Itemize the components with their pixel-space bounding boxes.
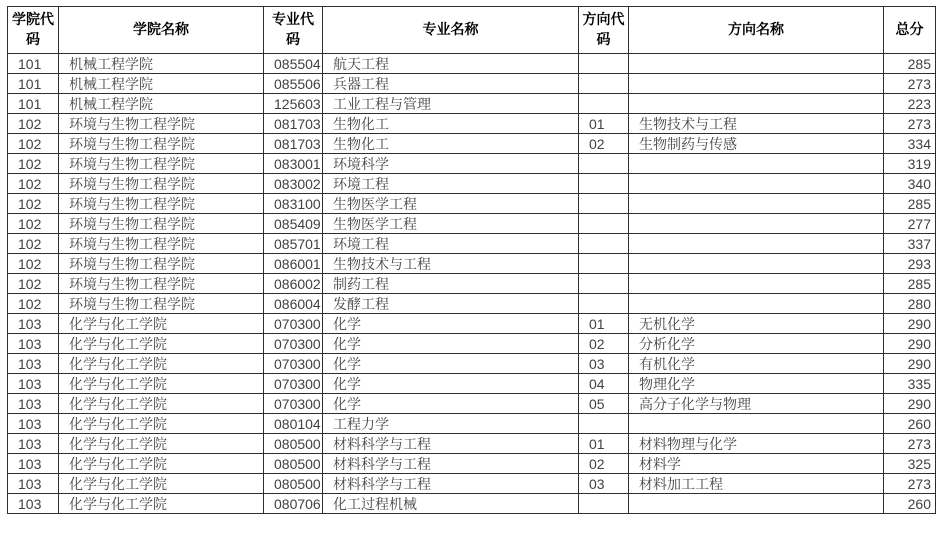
total-score-cell: 319: [884, 154, 936, 174]
table-row: [8, 214, 936, 234]
table-row: [8, 394, 936, 414]
college-code-cell: 101: [8, 54, 59, 74]
college-name-cell: 化学与化工学院: [59, 474, 264, 494]
direction-code-cell: 05: [579, 394, 629, 414]
major-code-cell: 080104: [264, 414, 323, 434]
major-name-cell: 航天工程: [323, 54, 579, 74]
direction-name-cell: [629, 74, 884, 94]
header-total-score: 总分: [884, 7, 936, 54]
major-name-cell: 材料科学与工程: [323, 454, 579, 474]
total-score-cell: 223: [884, 94, 936, 114]
college-name-cell: 化学与化工学院: [59, 354, 264, 374]
college-name-cell: 化学与化工学院: [59, 434, 264, 454]
college-name-cell: 化学与化工学院: [59, 414, 264, 434]
major-code-cell: 070300: [264, 374, 323, 394]
total-score-cell: 260: [884, 494, 936, 514]
direction-name-cell: [629, 294, 884, 314]
major-code-cell: 085506: [264, 74, 323, 94]
college-name-cell: 环境与生物工程学院: [59, 234, 264, 254]
direction-name-cell: 材料物理与化学: [629, 434, 884, 454]
table-row: [8, 114, 936, 134]
major-name-cell: 环境科学: [323, 154, 579, 174]
table-row: [8, 234, 936, 254]
college-code-cell: 102: [8, 294, 59, 314]
direction-name-cell: [629, 234, 884, 254]
direction-code-cell: [579, 414, 629, 434]
total-score-cell: 280: [884, 294, 936, 314]
college-name-cell: 环境与生物工程学院: [59, 294, 264, 314]
major-code-cell: 081703: [264, 114, 323, 134]
college-name-cell: 环境与生物工程学院: [59, 134, 264, 154]
header-major-code: 专业代码: [264, 7, 323, 54]
college-name-cell: 化学与化工学院: [59, 314, 264, 334]
major-code-cell: 080500: [264, 434, 323, 454]
major-code-cell: 086002: [264, 274, 323, 294]
college-code-cell: 102: [8, 194, 59, 214]
header-direction-name: 方向名称: [629, 7, 884, 54]
direction-code-cell: 02: [579, 454, 629, 474]
direction-name-cell: [629, 494, 884, 514]
direction-name-cell: 材料加工工程: [629, 474, 884, 494]
major-code-cell: 083002: [264, 174, 323, 194]
college-name-cell: 化学与化工学院: [59, 454, 264, 474]
total-score-cell: 273: [884, 434, 936, 454]
major-code-cell: 080706: [264, 494, 323, 514]
table-row: [8, 354, 936, 374]
major-code-cell: 080500: [264, 454, 323, 474]
table-row: [8, 254, 936, 274]
direction-name-cell: 有机化学: [629, 354, 884, 374]
major-name-cell: 材料科学与工程: [323, 434, 579, 454]
direction-name-cell: [629, 254, 884, 274]
direction-name-cell: 生物制药与传感: [629, 134, 884, 154]
total-score-cell: 293: [884, 254, 936, 274]
college-code-cell: 103: [8, 314, 59, 334]
major-name-cell: 化工过程机械: [323, 494, 579, 514]
college-code-cell: 103: [8, 494, 59, 514]
table-body: [8, 54, 936, 514]
header-college-name: 学院名称: [59, 7, 264, 54]
college-code-cell: 103: [8, 414, 59, 434]
header-row: [8, 7, 936, 54]
college-code-cell: 102: [8, 134, 59, 154]
college-code-cell: 101: [8, 74, 59, 94]
college-name-cell: 化学与化工学院: [59, 494, 264, 514]
direction-name-cell: 物理化学: [629, 374, 884, 394]
direction-name-cell: [629, 174, 884, 194]
college-code-cell: 103: [8, 374, 59, 394]
direction-code-cell: 01: [579, 314, 629, 334]
college-code-cell: 102: [8, 154, 59, 174]
direction-name-cell: [629, 414, 884, 434]
total-score-cell: 290: [884, 334, 936, 354]
college-code-cell: 103: [8, 474, 59, 494]
direction-code-cell: 04: [579, 374, 629, 394]
major-code-cell: 081703: [264, 134, 323, 154]
major-name-cell: 发酵工程: [323, 294, 579, 314]
table-row: [8, 494, 936, 514]
college-code-cell: 103: [8, 354, 59, 374]
college-code-cell: 103: [8, 394, 59, 414]
total-score-cell: 290: [884, 314, 936, 334]
major-name-cell: 生物医学工程: [323, 194, 579, 214]
major-code-cell: 080500: [264, 474, 323, 494]
college-code-cell: 101: [8, 94, 59, 114]
table-row: [8, 194, 936, 214]
table-row: [8, 174, 936, 194]
major-code-cell: 125603: [264, 94, 323, 114]
major-name-cell: 环境工程: [323, 234, 579, 254]
major-name-cell: 化学: [323, 314, 579, 334]
college-code-cell: 102: [8, 214, 59, 234]
total-score-cell: 335: [884, 374, 936, 394]
major-code-cell: 083100: [264, 194, 323, 214]
direction-code-cell: 03: [579, 474, 629, 494]
table-row: [8, 474, 936, 494]
college-code-cell: 103: [8, 434, 59, 454]
college-code-cell: 102: [8, 234, 59, 254]
major-code-cell: 070300: [264, 314, 323, 334]
major-code-cell: 070300: [264, 354, 323, 374]
total-score-cell: 290: [884, 394, 936, 414]
direction-name-cell: 生物技术与工程: [629, 114, 884, 134]
major-name-cell: 兵器工程: [323, 74, 579, 94]
direction-code-cell: [579, 174, 629, 194]
total-score-cell: 273: [884, 114, 936, 134]
header-direction-code: 方向代码: [579, 7, 629, 54]
table-row: [8, 434, 936, 454]
total-score-cell: 277: [884, 214, 936, 234]
college-name-cell: 环境与生物工程学院: [59, 174, 264, 194]
direction-code-cell: 03: [579, 354, 629, 374]
major-code-cell: 085701: [264, 234, 323, 254]
college-name-cell: 环境与生物工程学院: [59, 274, 264, 294]
direction-name-cell: [629, 154, 884, 174]
college-code-cell: 102: [8, 254, 59, 274]
college-name-cell: 环境与生物工程学院: [59, 154, 264, 174]
table-row: [8, 334, 936, 354]
college-name-cell: 环境与生物工程学院: [59, 214, 264, 234]
direction-name-cell: [629, 214, 884, 234]
direction-code-cell: [579, 294, 629, 314]
direction-code-cell: 01: [579, 114, 629, 134]
direction-code-cell: [579, 234, 629, 254]
table-row: [8, 454, 936, 474]
college-name-cell: 机械工程学院: [59, 94, 264, 114]
direction-code-cell: [579, 154, 629, 174]
major-name-cell: 化学: [323, 334, 579, 354]
major-code-cell: 085504: [264, 54, 323, 74]
college-name-cell: 环境与生物工程学院: [59, 194, 264, 214]
major-name-cell: 工程力学: [323, 414, 579, 434]
college-name-cell: 化学与化工学院: [59, 394, 264, 414]
admission-scores-table: [7, 6, 936, 514]
table-row: [8, 274, 936, 294]
direction-name-cell: [629, 54, 884, 74]
direction-name-cell: 材料学: [629, 454, 884, 474]
direction-code-cell: [579, 254, 629, 274]
direction-code-cell: 02: [579, 334, 629, 354]
college-name-cell: 化学与化工学院: [59, 334, 264, 354]
total-score-cell: 260: [884, 414, 936, 434]
major-name-cell: 化学: [323, 374, 579, 394]
major-code-cell: 070300: [264, 394, 323, 414]
total-score-cell: 273: [884, 474, 936, 494]
college-code-cell: 102: [8, 274, 59, 294]
college-name-cell: 环境与生物工程学院: [59, 254, 264, 274]
major-name-cell: 材料科学与工程: [323, 474, 579, 494]
table-row: [8, 414, 936, 434]
major-name-cell: 工业工程与管理: [323, 94, 579, 114]
direction-name-cell: [629, 194, 884, 214]
total-score-cell: 273: [884, 74, 936, 94]
table-row: [8, 94, 936, 114]
major-code-cell: 085409: [264, 214, 323, 234]
major-code-cell: 086004: [264, 294, 323, 314]
major-name-cell: 生物化工: [323, 134, 579, 154]
total-score-cell: 285: [884, 194, 936, 214]
major-name-cell: 生物化工: [323, 114, 579, 134]
college-name-cell: 化学与化工学院: [59, 374, 264, 394]
direction-code-cell: [579, 494, 629, 514]
college-name-cell: 机械工程学院: [59, 74, 264, 94]
table-row: [8, 314, 936, 334]
major-name-cell: 化学: [323, 394, 579, 414]
direction-code-cell: [579, 74, 629, 94]
total-score-cell: 285: [884, 274, 936, 294]
direction-name-cell: 分析化学: [629, 334, 884, 354]
direction-code-cell: [579, 214, 629, 234]
direction-code-cell: [579, 54, 629, 74]
college-name-cell: 机械工程学院: [59, 54, 264, 74]
direction-code-cell: [579, 194, 629, 214]
total-score-cell: 334: [884, 134, 936, 154]
total-score-cell: 285: [884, 54, 936, 74]
total-score-cell: 340: [884, 174, 936, 194]
table-row: [8, 154, 936, 174]
direction-name-cell: 无机化学: [629, 314, 884, 334]
table-row: [8, 74, 936, 94]
header-college-code: 学院代码: [8, 7, 59, 54]
major-name-cell: 制药工程: [323, 274, 579, 294]
direction-code-cell: [579, 94, 629, 114]
direction-name-cell: 高分子化学与物理: [629, 394, 884, 414]
table-row: [8, 374, 936, 394]
table-row: [8, 294, 936, 314]
college-code-cell: 103: [8, 454, 59, 474]
major-code-cell: 086001: [264, 254, 323, 274]
table-row: [8, 134, 936, 154]
major-code-cell: 070300: [264, 334, 323, 354]
direction-code-cell: [579, 274, 629, 294]
total-score-cell: 337: [884, 234, 936, 254]
direction-code-cell: 02: [579, 134, 629, 154]
college-code-cell: 103: [8, 334, 59, 354]
direction-code-cell: 01: [579, 434, 629, 454]
total-score-cell: 290: [884, 354, 936, 374]
major-name-cell: 生物技术与工程: [323, 254, 579, 274]
header-major-name: 专业名称: [323, 7, 579, 54]
major-name-cell: 化学: [323, 354, 579, 374]
college-code-cell: 102: [8, 174, 59, 194]
direction-name-cell: [629, 94, 884, 114]
major-name-cell: 生物医学工程: [323, 214, 579, 234]
college-code-cell: 102: [8, 114, 59, 134]
total-score-cell: 325: [884, 454, 936, 474]
direction-name-cell: [629, 274, 884, 294]
table-row: [8, 54, 936, 74]
major-code-cell: 083001: [264, 154, 323, 174]
major-name-cell: 环境工程: [323, 174, 579, 194]
college-name-cell: 环境与生物工程学院: [59, 114, 264, 134]
